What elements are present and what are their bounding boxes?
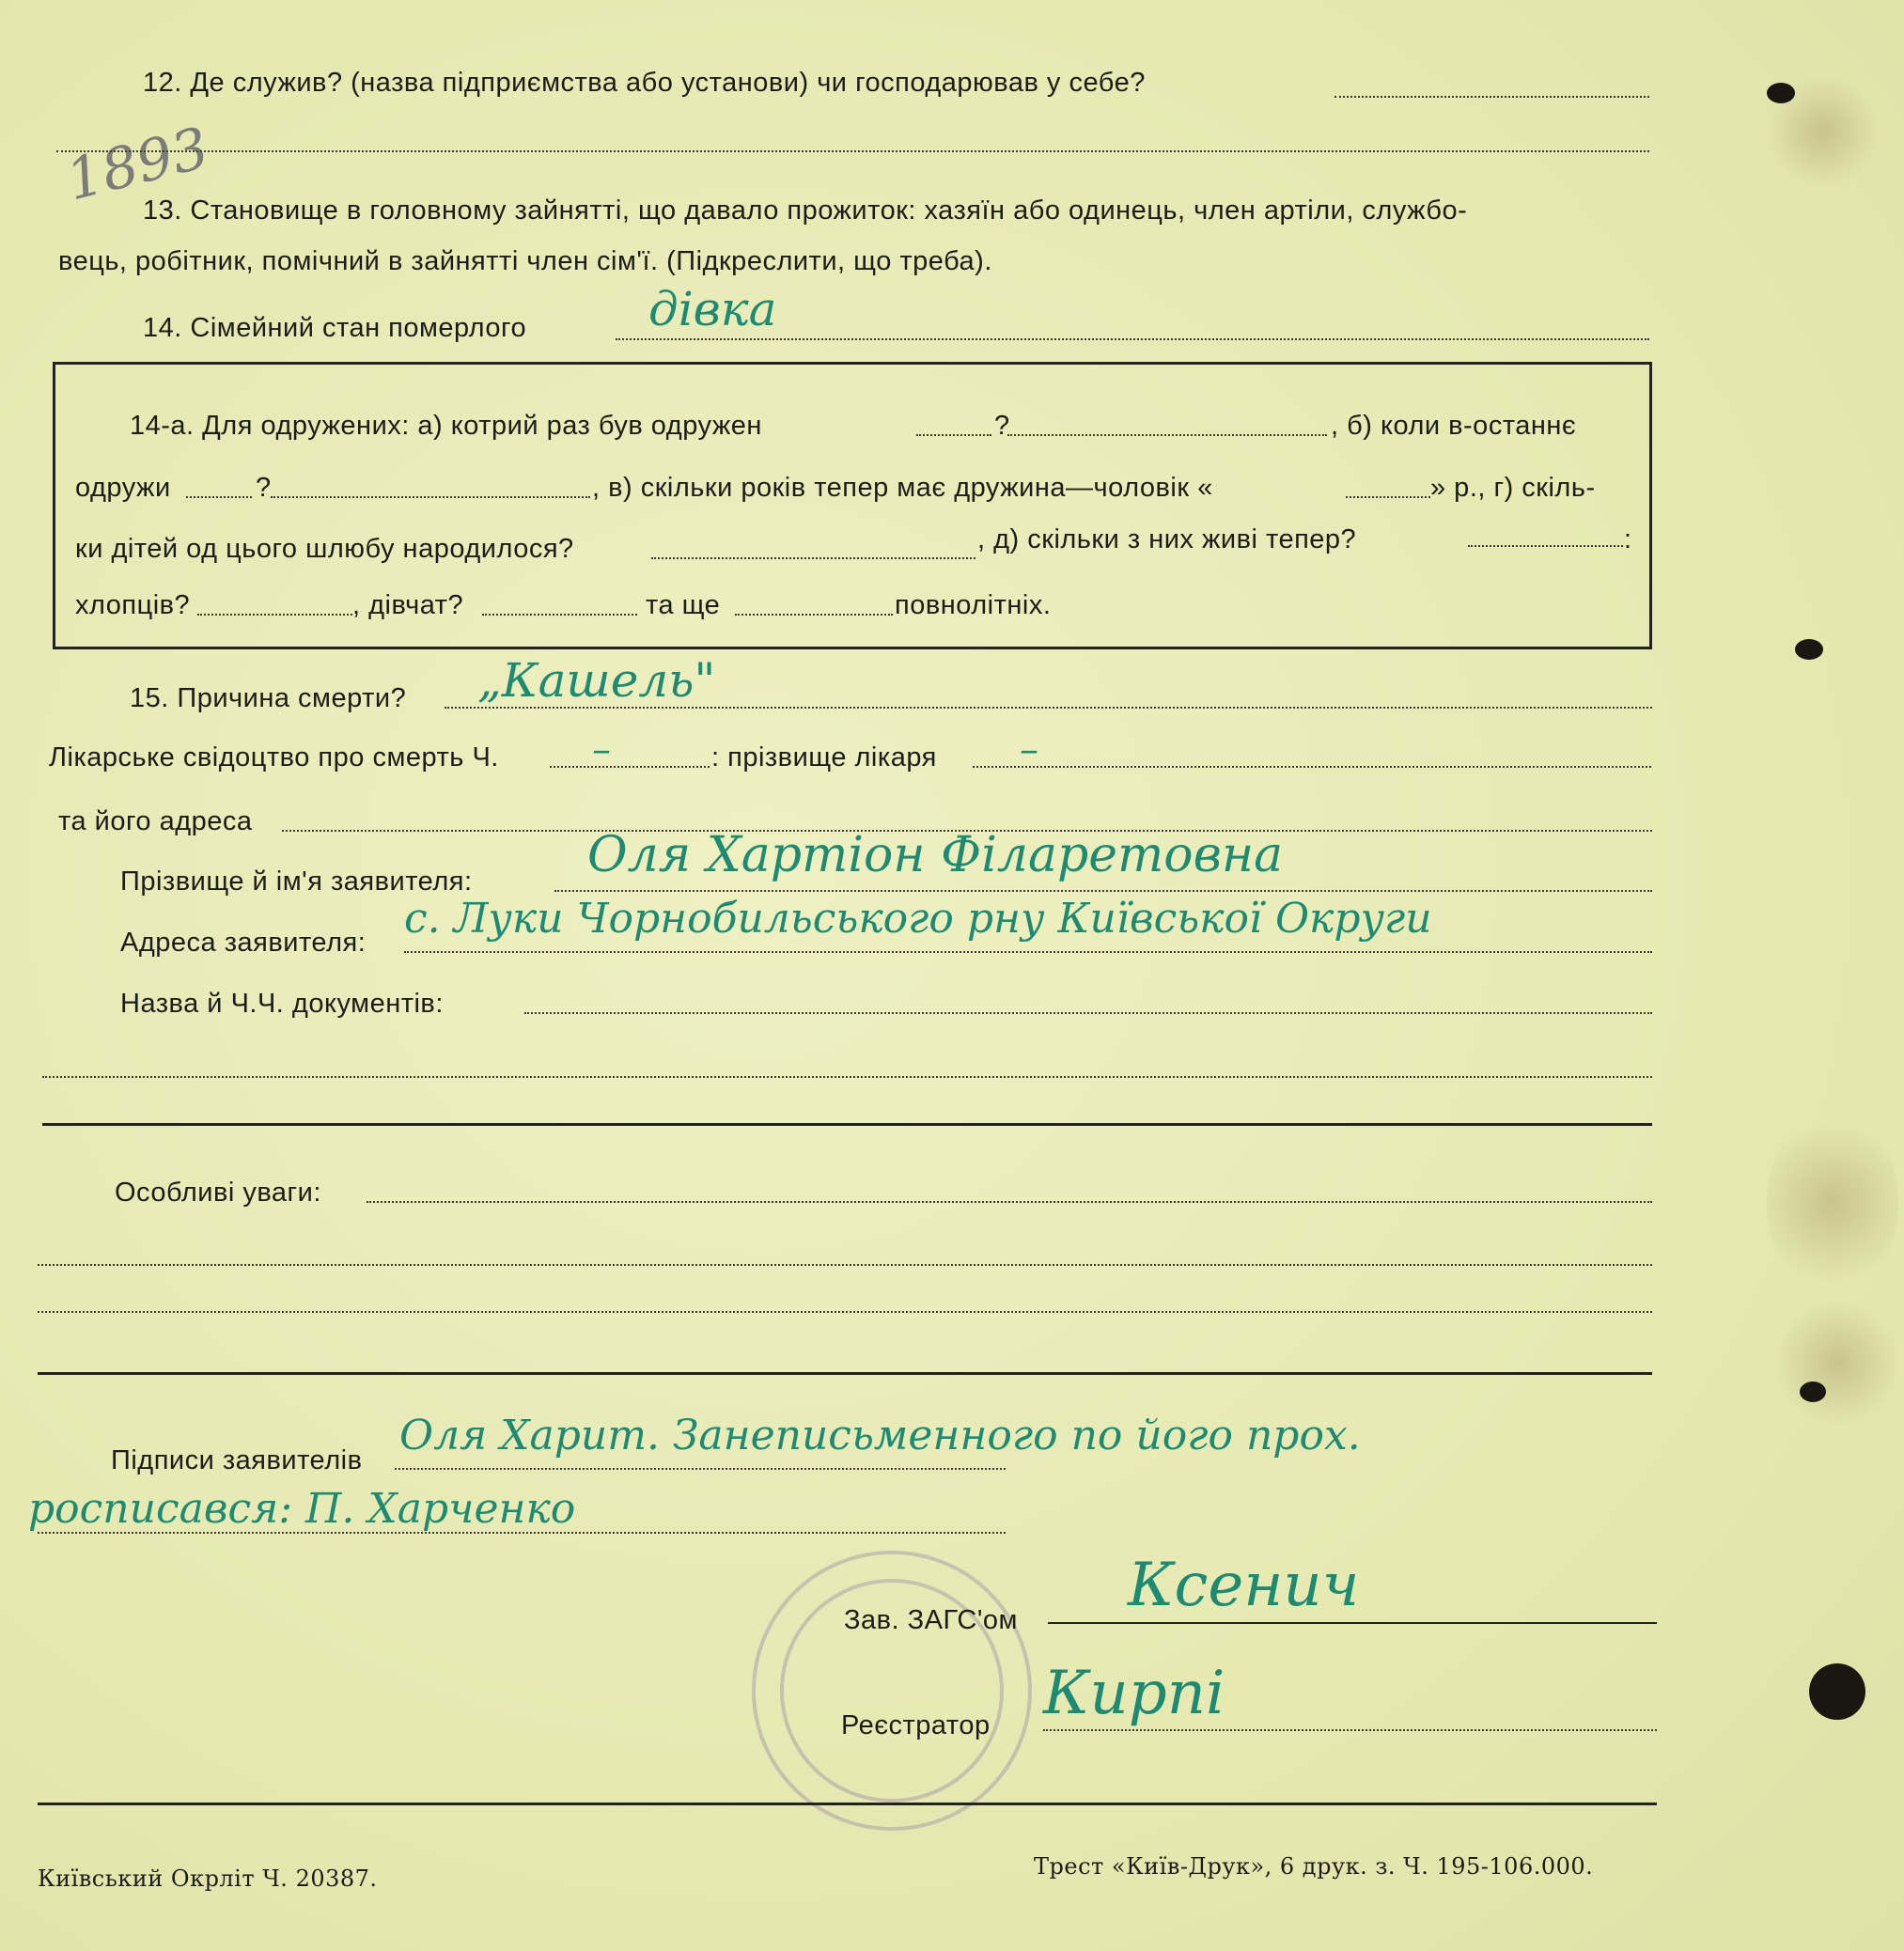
q14a-boys-field[interactable] [197, 614, 352, 616]
q14a-line3-b: , д) скільки з них живі тепер? [977, 524, 1357, 554]
signatures-label: Підписи заявителів [111, 1445, 363, 1475]
q12-field-line2[interactable] [56, 150, 1649, 152]
doctor-name-field[interactable] [973, 766, 1651, 768]
doctor-cert-value: – [592, 728, 611, 772]
punch-hole [1800, 1381, 1826, 1402]
q14-field[interactable] [616, 338, 1649, 340]
punch-hole [1809, 1663, 1865, 1720]
punch-hole [1795, 639, 1823, 660]
q14a-adults-field[interactable] [735, 614, 893, 616]
doctor-cert-label: Лікарське свідоцтво про смерть Ч. [49, 742, 499, 773]
signature-line2: росписався: П. Харченко [28, 1485, 576, 1533]
applicant-address-label: Адреса заявителя: [120, 928, 367, 958]
footer-divider [38, 1803, 1657, 1805]
paper-stain [1767, 1109, 1898, 1297]
margin-note: 1893 [59, 115, 215, 214]
q13-line1: 13. Становище в головному зайнятті, що давало прожиток: хазяїн або одинець, член артіли, службо- [143, 195, 1468, 226]
footer-left: Київський Окрліт Ч. 20387. [38, 1865, 378, 1892]
applicant-docs-field[interactable] [524, 1012, 1652, 1014]
doctor-address-label: та його адреса [58, 806, 253, 836]
q14a-girls-field[interactable] [482, 614, 637, 616]
zags-head-label: Зав. ЗАГС'ом [844, 1605, 1018, 1635]
q14a-line4-a: хлопців? [75, 590, 191, 620]
punch-hole [1767, 83, 1795, 103]
q14a-spouse-age-field[interactable] [1346, 496, 1430, 498]
q13-line2: вець, робітник, помічний в зайнятті член сім'ї. (Підкреслити, що треба). [58, 246, 992, 276]
doctor-name-label: : прізвище лікаря [711, 742, 937, 773]
q12-label: 12. Де служив? (назва підприємства або установи) чи господарював у себе? [143, 68, 1146, 98]
q14a-line3-a: ки дітей од цього шлюбу народилося? [75, 534, 574, 564]
applicant-name-label: Прізвище й ім'я заявителя: [120, 866, 473, 897]
q14a-children-alive-field[interactable] [1468, 545, 1623, 547]
section-divider [38, 1372, 1652, 1375]
q14a-line4-b: , дівчат? [352, 590, 464, 620]
section-divider [42, 1123, 1652, 1126]
q15-label: 15. Причина смерти? [130, 683, 407, 713]
signature-line1: Оля Харит. Занеписьменного по його прох. [399, 1412, 1361, 1459]
q14a-line2-b: , в) скільки років тепер має дружина—чоловік « [592, 473, 1213, 503]
signatures-field[interactable] [395, 1468, 1006, 1470]
notes-field[interactable] [367, 1201, 1652, 1203]
q14a-times-married-field2[interactable] [1007, 434, 1327, 436]
q14-label: 14. Сімейний стан померлого [143, 313, 527, 343]
notes-field-line3[interactable] [38, 1311, 1652, 1313]
married-section-box [53, 362, 1652, 649]
doctor-name-value: – [1020, 728, 1038, 772]
paper-stain [1776, 1297, 1898, 1428]
q14a-line2-a: одружи [75, 473, 171, 503]
q12-field[interactable] [1334, 96, 1649, 98]
applicant-docs-label: Назва й Ч.Ч. документів: [120, 989, 444, 1019]
q15-value: „Кашель" [477, 653, 716, 708]
q14a-children-born-field[interactable] [651, 557, 975, 559]
document-page: 1893 12. Де служив? (назва підприємства або установи) чи господарював у себе? 13. Становище в головному зайнятті, що давало прожиток: хазяїн або одинець, член артіли, службо- вець, робітник, помічний в зайнятті член сім'ї. (Підкреслити, що треба). 14. Сімейний стан померлого дівка 14-а. Для одружених: а) котрий раз був одружен ? , б) коли в-останнє одружи ? , в) скільки років тепер має дружина—чоловік « » р., г) скіль- ки дітей од цього шлюбу народилося? , д) скільки з них живі тепер? : хлопців? , дівчат? та ще повнолітніх. 15. Причина смерти? „Кашель" Лікарське свідоцтво про смерть Ч. – : прізвище лікаря – та його адреса Прізвище й ім'я заявителя: Оля Хартіон Філаретовна Адреса заявителя: с. Луки Чорнобильського рну Київської Округи Назва й Ч.Ч. документів: Особливі уваги: Підписи заявителів Оля Харит. Занеписьменного по його прох. росписався: П. Харченко Зав. ЗАГС'ом Ксенич Реєстратор Кирпі Київський Окрліт Ч. 20387. Трест «Київ-Друк», 6 друк. з. Ч. 195-106.000. [0, 0, 1904, 1951]
applicant-address-value: с. Луки Чорнобильського рну Київської Округи [404, 895, 1432, 943]
zags-head-signature: Ксенич [1128, 1551, 1360, 1620]
applicant-name-field[interactable] [554, 890, 1652, 892]
doctor-cert-field[interactable] [550, 766, 710, 768]
q14a-line4-c: та ще [646, 590, 721, 620]
q14a-line4-d: повнолітніх. [895, 590, 1052, 620]
q14a-when-married-field2[interactable] [271, 496, 590, 498]
zags-head-line [1048, 1622, 1657, 1624]
q14a-line2-c: » р., г) скіль- [1430, 473, 1596, 503]
applicant-address-field[interactable] [404, 951, 1652, 953]
q14-value: дівка [648, 282, 777, 336]
q14a-when-married-field[interactable] [186, 496, 252, 498]
notes-label: Особливі уваги: [115, 1178, 321, 1208]
q14a-line1-a: 14-а. Для одружених: а) котрий раз був одружен [130, 411, 762, 441]
footer-right: Трест «Київ-Друк», 6 друк. з. Ч. 195-106.000. [1034, 1853, 1594, 1880]
applicant-name-value: Оля Хартіон Філаретовна [587, 827, 1284, 883]
notes-field-line2[interactable] [38, 1264, 1652, 1266]
q14a-line1-b: , б) коли в-останнє [1331, 411, 1577, 441]
applicant-docs-field-line2[interactable] [42, 1076, 1652, 1078]
registrar-line [1043, 1729, 1657, 1731]
registrar-signature: Кирпі [1043, 1659, 1225, 1728]
registrar-label: Реєстратор [841, 1710, 991, 1740]
q14a-times-married-field[interactable] [916, 434, 991, 436]
